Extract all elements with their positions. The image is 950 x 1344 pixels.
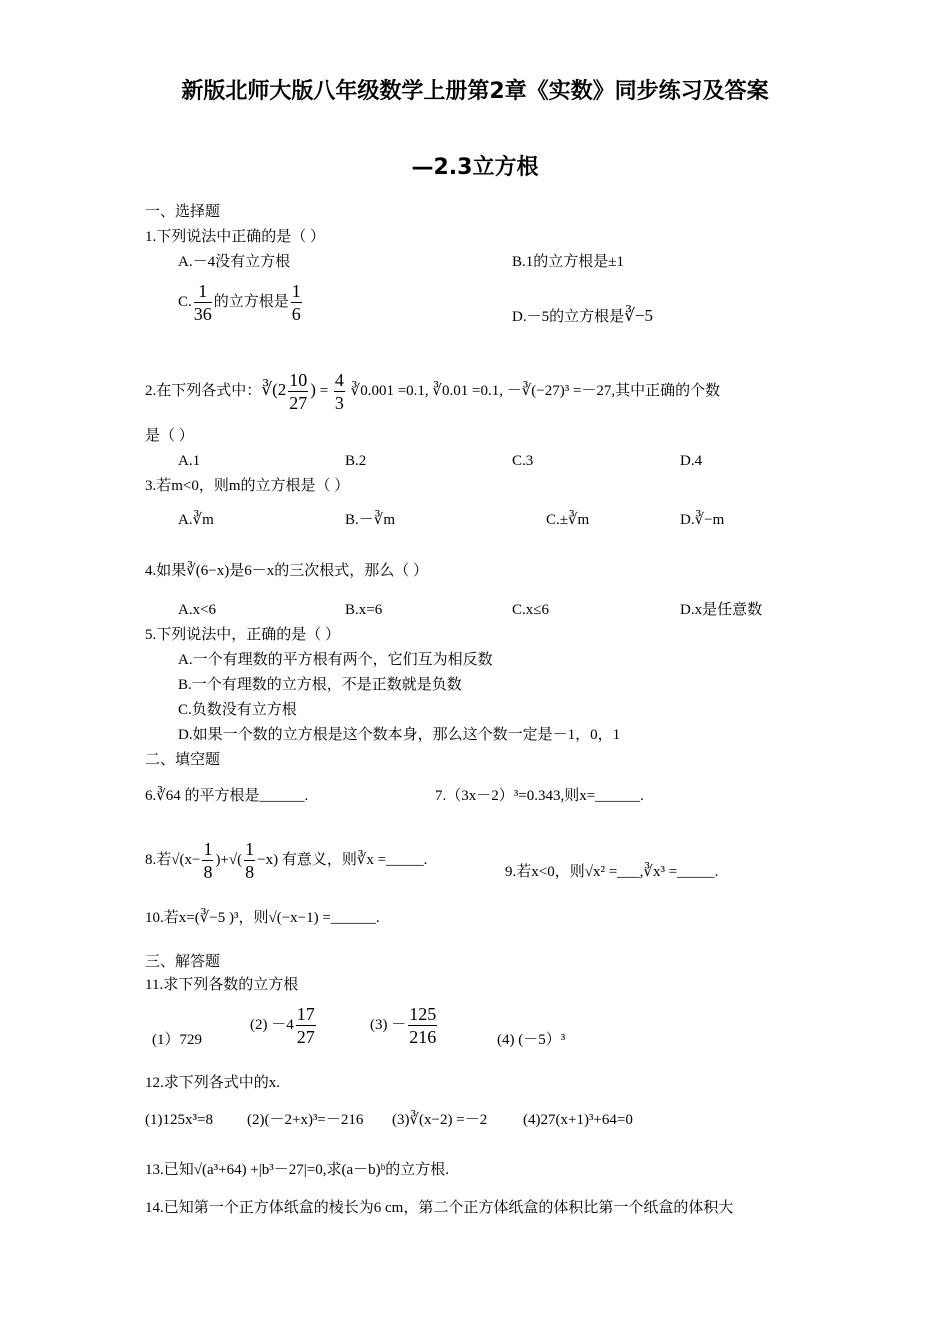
label: C. (178, 294, 192, 310)
question-12: 12.求下列各式中的x. (145, 1075, 281, 1091)
section-heading: 三、解答题 (145, 954, 221, 970)
section-heading: 二、填空题 (145, 752, 221, 768)
fraction: $\frac{1}{6}$ (291, 281, 301, 325)
question-10: 10.若x=(∛−5 )³，则√(−x−1) =______. (145, 910, 380, 926)
fraction: $\frac{125}{216}$ (409, 1004, 437, 1048)
question-7: 7.（3x－2）³=0.343,则x=______. (435, 788, 644, 804)
question-3: 3.若m<0，则m的立方根是（ ） (145, 478, 350, 494)
fraction: $\frac{1}{8}$ (245, 839, 255, 883)
fraction: $\frac{10}{27}$ (289, 370, 308, 414)
question-13: 13.已知√(a³+64) +|b³－27|=0,求(a－b)ᵇ的立方根. (145, 1162, 450, 1178)
option-b: B.1的立方根是±1 (512, 254, 624, 270)
option-a: A.－4没有立方根 (178, 254, 291, 270)
option-d: D.－5的立方根是∛−5 (512, 306, 654, 325)
option-b: B.一个有理数的立方根，不是正数就是负数 (178, 677, 462, 693)
option-b: B.－∛m (345, 512, 395, 528)
option-c: C.负数没有立方根 (178, 702, 297, 718)
document-subtitle: —2.3立方根 (411, 155, 539, 180)
text: 的立方根是 (213, 294, 289, 310)
question-6: 6.∛64 的平方根是______. (145, 788, 309, 804)
option-b: B.x=6 (345, 602, 383, 618)
option-b: B.2 (345, 453, 367, 469)
option-c (178, 280, 304, 325)
part-3: (3) － $\frac{125}{216}$ (370, 1004, 437, 1048)
fraction: $\frac{4}{3}$ (334, 370, 344, 414)
part-4: (4) (－5）³ (497, 1032, 566, 1048)
option-a: A.∛m (178, 512, 214, 528)
option-d: D.如果一个数的立方根是这个数本身，那么这个数一定是－1，0，1 (178, 727, 621, 743)
option-a: A.1 (178, 453, 201, 469)
question-4: 4.如果∛(6−x)是6－x的三次根式，那么（ ） (145, 563, 429, 579)
question-14: 14.已知第一个正方体纸盒的棱长为6 cm，第二个正方体纸盒的体积比第一个纸盒的体积大 (145, 1200, 734, 1216)
question-9: 9.若x<0，则√x² =___,∛x³ =_____. (505, 864, 719, 880)
question-2: 2.在下列各式中：∛(2 $\frac{10}{27}$ ) = $\frac{4}{3}$ ∛0.001 =0.1, ∛0.01 =0.1, －∛(−27)³ =－27,其中正确的个数 (145, 370, 721, 414)
option-d: D.∛−m (680, 512, 725, 528)
document-title: 新版北师大版八年级数学上册第2章《实数》同步练习及答案 (181, 79, 769, 104)
part-4: (4)27(x+1)³+64=0 (523, 1112, 633, 1128)
option-d: D.x是任意数 (680, 602, 763, 618)
option-c: C.x≤6 (512, 602, 549, 618)
part-1: (1）729 (152, 1032, 202, 1048)
part-2: (2)(－2+x)³=－216 (247, 1112, 364, 1128)
option-a: A.一个有理数的平方根有两个，它们互为相反数 (178, 652, 493, 668)
option-c: C.±∛m (546, 512, 590, 528)
part-1: (1)125x³=8 (145, 1112, 213, 1128)
question-1: 1.下列说法中正确的是（ ） (145, 229, 326, 245)
question-11: 11.求下列各数的立方根 (145, 977, 299, 993)
fraction: $\frac{17}{27}$ (296, 1004, 315, 1048)
option-d: D.4 (680, 453, 703, 469)
part-2: (2) －4 $\frac{17}{27}$ (250, 1004, 315, 1048)
question-5: 5.下列说法中，正确的是（ ） (145, 627, 341, 643)
question-2-cont: 是（ ） (145, 428, 194, 444)
option-c: C.3 (512, 453, 534, 469)
fraction: $\frac{1}{36}$ (193, 281, 212, 325)
section-heading: 一、选择题 (145, 204, 221, 220)
part-3: (3)∛(x−2) =－2 (392, 1112, 488, 1128)
fraction: $\frac{1}{8}$ (203, 839, 213, 883)
question-8: 8.若√(x− $\frac{1}{8}$ )+√( $\frac{1}{8}$ −x) 有意义，则∛x =_____. (145, 839, 428, 883)
option-a: A.x<6 (178, 602, 217, 618)
